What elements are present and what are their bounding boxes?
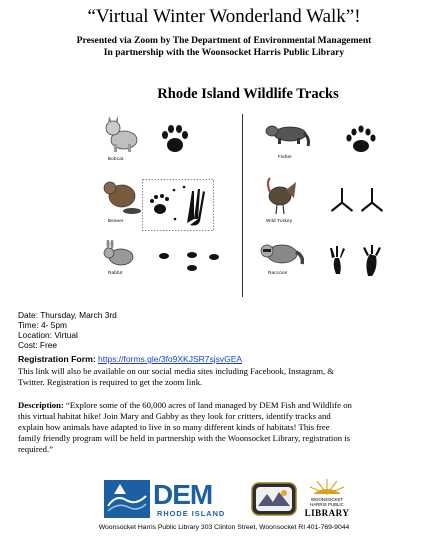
description-line5: required.” <box>18 444 53 454</box>
raccoon-label: Raccoon <box>268 270 288 275</box>
bobcat-label: Bobcat <box>108 156 124 161</box>
library-sunburst-icon <box>307 478 347 496</box>
library-logo-line1: WOONSOCKET <box>310 497 344 502</box>
wild-turkey-illustration <box>264 176 298 216</box>
library-logo-line2: HARRIS PUBLIC <box>310 502 344 507</box>
dem-emblem-logo <box>104 480 150 518</box>
wildlife-tracks-panel <box>94 84 402 300</box>
footer-address: Woonsocket Harris Public Library 303 Clinton Street, Woonsocket RI 401-769-9044 <box>98 524 350 531</box>
rabbit-illustration <box>100 240 138 268</box>
description-line4: family friendly program will be held in partnership with the Woonsocket Library, registration is <box>18 433 350 443</box>
description-label: Description: <box>18 400 64 410</box>
flyer-title: “Virtual Winter Wonderland Walk”! <box>87 6 361 27</box>
beaver-track-icon <box>142 179 214 231</box>
fisher-illustration <box>264 118 310 150</box>
wild-turkey-label: Wild Turkey <box>266 218 293 223</box>
registration-note-line2: Twitter. Registration is required to get the zoom link. <box>18 377 203 387</box>
registration-note-line1: This link will also be available on our social media sites including Facebook, Instagram, & <box>18 366 335 376</box>
registration-link[interactable]: https://forms.gle/3fo9XKJSR7sjsvGEA <box>98 354 243 364</box>
description-text-line1: “Explore some of the 60,000 acres of land managed by DEM Fish and Wildlife on <box>66 400 352 410</box>
flyer-subtitle-partner: In partnership with the Woonsocket Harris Public Library <box>103 47 345 58</box>
library-logo-name <box>297 497 357 507</box>
fish-wildlife-patch-logo <box>251 482 297 516</box>
dem-logo-text: DEM <box>153 479 213 510</box>
description-line2: this virtual habitat hike! Join Mary and Gabby as they look for critters, identify tracks and <box>18 411 331 421</box>
rabbit-label: Rabbit <box>108 270 123 275</box>
raccoon-illustration <box>258 238 304 268</box>
event-location: Location: Virtual <box>18 330 78 340</box>
rabbit-track-icon <box>152 248 224 274</box>
registration-label: Registration Form: <box>18 354 96 364</box>
bobcat-illustration <box>102 114 142 154</box>
event-time: Time: 4- 5pm <box>18 320 68 330</box>
description-line3: explain how animals have adapted to live in so many different kinds of habitats! This free <box>18 422 330 432</box>
description-line1 <box>18 400 432 411</box>
fisher-label: Fisher <box>278 154 292 159</box>
library-logo-word: LIBRARY <box>304 508 350 518</box>
flyer-subtitle-presenter: Presented via Zoom by The Department of Environmental Management <box>76 35 372 46</box>
raccoon-track-icon <box>326 244 388 278</box>
fisher-track-icon <box>344 124 378 158</box>
panel-divider <box>242 114 243 297</box>
event-cost: Cost: Free <box>18 340 58 350</box>
bobcat-track-icon <box>158 122 192 156</box>
beaver-illustration <box>100 176 142 216</box>
event-date: Date: Thursday, March 3rd <box>18 310 117 320</box>
registration-line <box>18 354 242 364</box>
beaver-label: Beaver <box>108 218 124 223</box>
wild-turkey-track-icon <box>326 184 388 218</box>
tracks-panel-title: Rhode Island Wildlife Tracks <box>157 86 339 102</box>
dem-logo-subtext: RHODE ISLAND <box>157 509 226 518</box>
